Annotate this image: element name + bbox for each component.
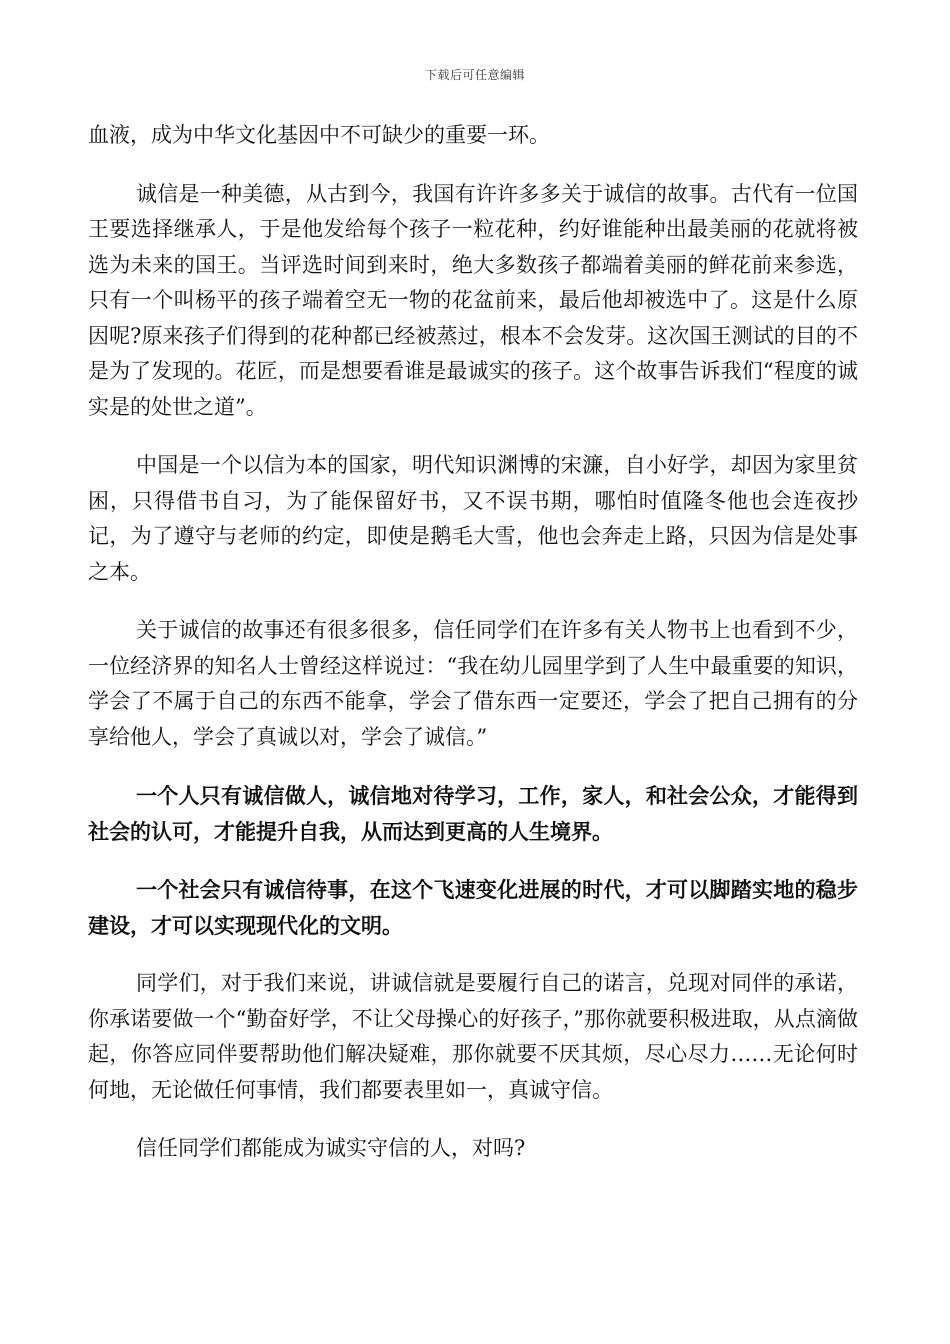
paragraph-8: 信任同学们都能成为诚实守信的人，对吗? [136, 1136, 526, 1160]
paragraph-5: 一个人只有诚信做人，诚信地对待学习，工作，家人，和社会公众，才能得到社会的认可，才能提升自我，从而达到更高的人生境界。 [88, 783, 858, 844]
paragraph-7: 同学们，对于我们来说，讲诚信就是要履行自己的诺言，兑现对同伴的承诺，你承诺要做一个“勤奋好学，不让父母操心的好孩子，”那你就要积极进取，从点滴做起，你答应同伴要帮助他们解决疑难，那你就要不厌其烦，尽心尽力……无论何时何地，无论做任何事情，我们都要表里如一，真诚守信。 [88, 971, 858, 1102]
document-body [88, 118, 858, 1190]
paragraph-2: 诚信是一种美德，从古到今，我国有许许多多关于诚信的故事。古代有一位国王要选择继承人，于是他发给每个孩子一粒花种，约好谁能种出最美丽的花就将被选为未来的国王。当评选时间到来时，绝大多数孩子都端着美丽的鲜花前来参选，只有一个叫杨平的孩子端着空无一物的花盆前来，最后他却被选中了。这是什么原因呢?原来孩子们得到的花种都已经被蒸过，根本不会发芽。这次国王测试的目的不是为了发现的。花匠，而是想要看谁是最诚实的孩子。这个故事告诉我们“程度的诚实是的处世之道”。 [88, 181, 858, 419]
page-header: 下载后可任意编辑 [424, 68, 525, 82]
paragraph-1: 血液，成为中华文化基因中不可缺少的重要一环。 [88, 123, 550, 147]
paragraph-3: 中国是一个以信为本的国家，明代知识渊博的宋濂，自小好学，却因为家里贫困，只得借书自习，为了能保留好书，又不误书期，哪怕时值隆冬他也会连夜抄记，为了遵守与老师的约定，即使是鹅毛大雪，他也会奔走上路，只因为信是处事之本。 [88, 453, 858, 584]
paragraph-4: 关于诚信的故事还有很多很多，信任同学们在许多有关人物书上也看到不少，一位经济界的知名人士曾经这样说过：“我在幼儿园里学到了人生中最重要的知识，学会了不属于自己的东西不能拿，学会了借东西一定要还，学会了把自己拥有的分享给他人，学会了真诚以对，学会了诚信。” [88, 618, 858, 749]
paragraph-6: 一个社会只有诚信待事，在这个飞速变化进展的时代，才可以脚踏实地的稳步建设，才可以实现现代化的文明。 [88, 877, 858, 938]
